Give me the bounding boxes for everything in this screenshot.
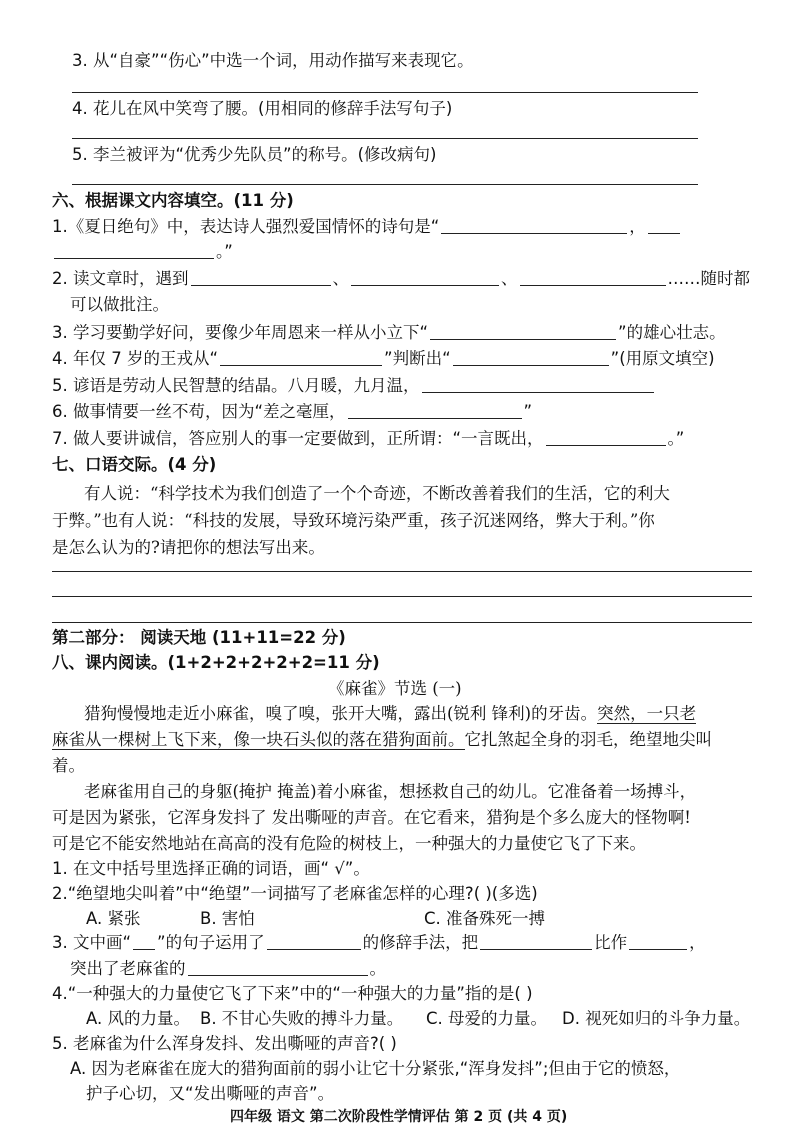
- option-c[interactable]: C. 准备殊死一搏: [424, 909, 546, 928]
- question-6-7: 7. 做人要讲诚信，答应别人的事一定要做到，正所谓：“一言既出， 。”: [52, 429, 685, 448]
- question-8-1: 1. 在文中括号里选择正确的词语，画“ √”。: [52, 859, 370, 878]
- paragraph-line: 猎狗慢慢地走近小麻雀，嗅了嗅，张开大嘴，露出(锐利 锋利)的牙齿。突然，一只老: [84, 704, 697, 723]
- option-b[interactable]: B. 害怕: [200, 909, 255, 928]
- question-6-4: 4. 年仅 7 岁的王戎从“ ”判断出“ ”(用原文填空): [52, 349, 715, 368]
- question-8-5: 5. 老麻雀为什么浑身发抖、发出嘶哑的声音?( ): [52, 1034, 397, 1053]
- blank-field[interactable]: [267, 933, 361, 950]
- question-8-4: 4.“一种强大的力量使它飞了下来”中的“一种强大的力量”指的是( ): [52, 984, 533, 1003]
- blank-field[interactable]: [629, 933, 687, 950]
- paragraph-line: 于弊。”也有人说：“科技的发展，导致环境污染严重，孩子沉迷网络，弊大于利。”你: [52, 511, 655, 530]
- section-8-heading: 八、课内阅读。(1+2+2+2+2+2=11 分): [52, 653, 380, 672]
- blank-field[interactable]: [422, 376, 654, 393]
- paragraph-line: 麻雀从一棵树上飞下来，像一块石头似的落在猎狗面前。它扎煞起全身的羽毛，绝望地尖叫: [52, 730, 712, 749]
- paragraph-line: 是怎么认为的?请把你的想法写出来。: [52, 538, 325, 557]
- question-6-6: 6. 做事情要一丝不苟，因为“差之毫厘， ”: [52, 402, 533, 421]
- answer-line[interactable]: [52, 622, 752, 623]
- question-8-3-cont: 突出了老麻雀的 。: [70, 959, 386, 978]
- question-6-1: 1.《夏日绝句》中，表达诗人强烈爱国情怀的诗句是“ ，: [52, 216, 682, 238]
- option-a[interactable]: A. 风的力量。: [86, 1009, 190, 1028]
- blank-field[interactable]: [348, 402, 522, 419]
- question-8-2: 2.“绝望地尖叫着”中“绝望”一词描写了老麻雀怎样的心理?( )(多选): [52, 884, 538, 903]
- blank-field[interactable]: [54, 242, 214, 259]
- answer-line[interactable]: [52, 571, 752, 572]
- part-2-heading: 第二部分： 阅读天地 (11+11=22 分): [52, 628, 346, 647]
- answer-line[interactable]: [72, 138, 698, 139]
- blank-field[interactable]: [520, 269, 666, 286]
- blank-field[interactable]: [453, 349, 609, 366]
- option-b[interactable]: B. 不甘心失败的搏斗力量。: [200, 1009, 404, 1028]
- option-a-text[interactable]: A. 因为老麻雀在庞大的猎狗面前的弱小让它十分紧张,“浑身发抖”;但由于它的愤怒，: [70, 1059, 681, 1078]
- blank-field[interactable]: [648, 217, 680, 234]
- page-footer: 四年级 语文 第二次阶段性学情评估 第 2 页 (共 4 页): [230, 1109, 568, 1125]
- blank-field[interactable]: [191, 269, 331, 286]
- blank-field[interactable]: [546, 429, 666, 446]
- paragraph-line: 着。: [52, 756, 85, 775]
- option-d[interactable]: D. 视死如归的斗争力量。: [562, 1009, 751, 1028]
- blank-field[interactable]: [188, 959, 368, 976]
- blank-field[interactable]: [441, 217, 627, 234]
- underline-mark: [133, 933, 155, 950]
- section-7-heading: 七、口语交际。(4 分): [52, 455, 217, 474]
- question-6-2: 2. 读文章时，遇到 、 、 ……随时都: [52, 269, 750, 288]
- question-5-4: 4. 花儿在风中笑弯了腰。(用相同的修辞手法写句子): [72, 99, 453, 118]
- question-5-5: 5. 李兰被评为“优秀少先队员”的称号。(修改病句): [72, 145, 437, 164]
- question-8-3: 3. 文中画“ ”的句子运用了 的修辞手法，把 比作 ，: [52, 933, 706, 952]
- option-c[interactable]: C. 母爱的力量。: [426, 1009, 548, 1028]
- paragraph-line: 可是它不能安然地站在高高的没有危险的树枝上，一种强大的力量使它飞了下来。: [52, 834, 646, 853]
- paragraph-line: 老麻雀用自己的身躯(掩护 掩盖)着小麻雀，想拯救自己的幼儿。它准备着一场搏斗，: [84, 782, 697, 801]
- answer-line[interactable]: [72, 184, 698, 185]
- blank-field[interactable]: [351, 269, 499, 286]
- answer-line[interactable]: [72, 92, 698, 93]
- question-6-1-cont: 。”: [52, 241, 233, 263]
- option-a-text-cont: 护子心切，又“发出嘶哑的声音”。: [86, 1084, 335, 1103]
- section-6-heading: 六、根据课文内容填空。(11 分): [52, 191, 294, 210]
- option-a[interactable]: A. 紧张: [86, 909, 141, 928]
- answer-line[interactable]: [52, 596, 752, 597]
- paragraph-line: 可是因为紧张，它浑身发抖了 发出嘶哑的声音。在它看来，猎狗是个多么庞大的怪物啊!: [52, 808, 691, 827]
- passage-title: 《麻雀》节选 (一): [328, 679, 462, 698]
- blank-field[interactable]: [480, 933, 592, 950]
- question-5-3: 3. 从“自豪”“伤心”中选一个词，用动作描写来表现它。: [72, 51, 474, 70]
- blank-field[interactable]: [430, 323, 616, 340]
- question-6-2-cont: 可以做批注。: [70, 295, 169, 314]
- question-6-5: 5. 谚语是劳动人民智慧的结晶。八月暖，九月温，: [52, 375, 656, 397]
- blank-field[interactable]: [220, 349, 382, 366]
- question-6-3: 3. 学习要勤学好问，要像少年周恩来一样从小立下“ ”的雄心壮志。: [52, 323, 726, 342]
- paragraph-line: 有人说：“科学技术为我们创造了一个个奇迹，不断改善着我们的生活，它的利大: [84, 484, 670, 503]
